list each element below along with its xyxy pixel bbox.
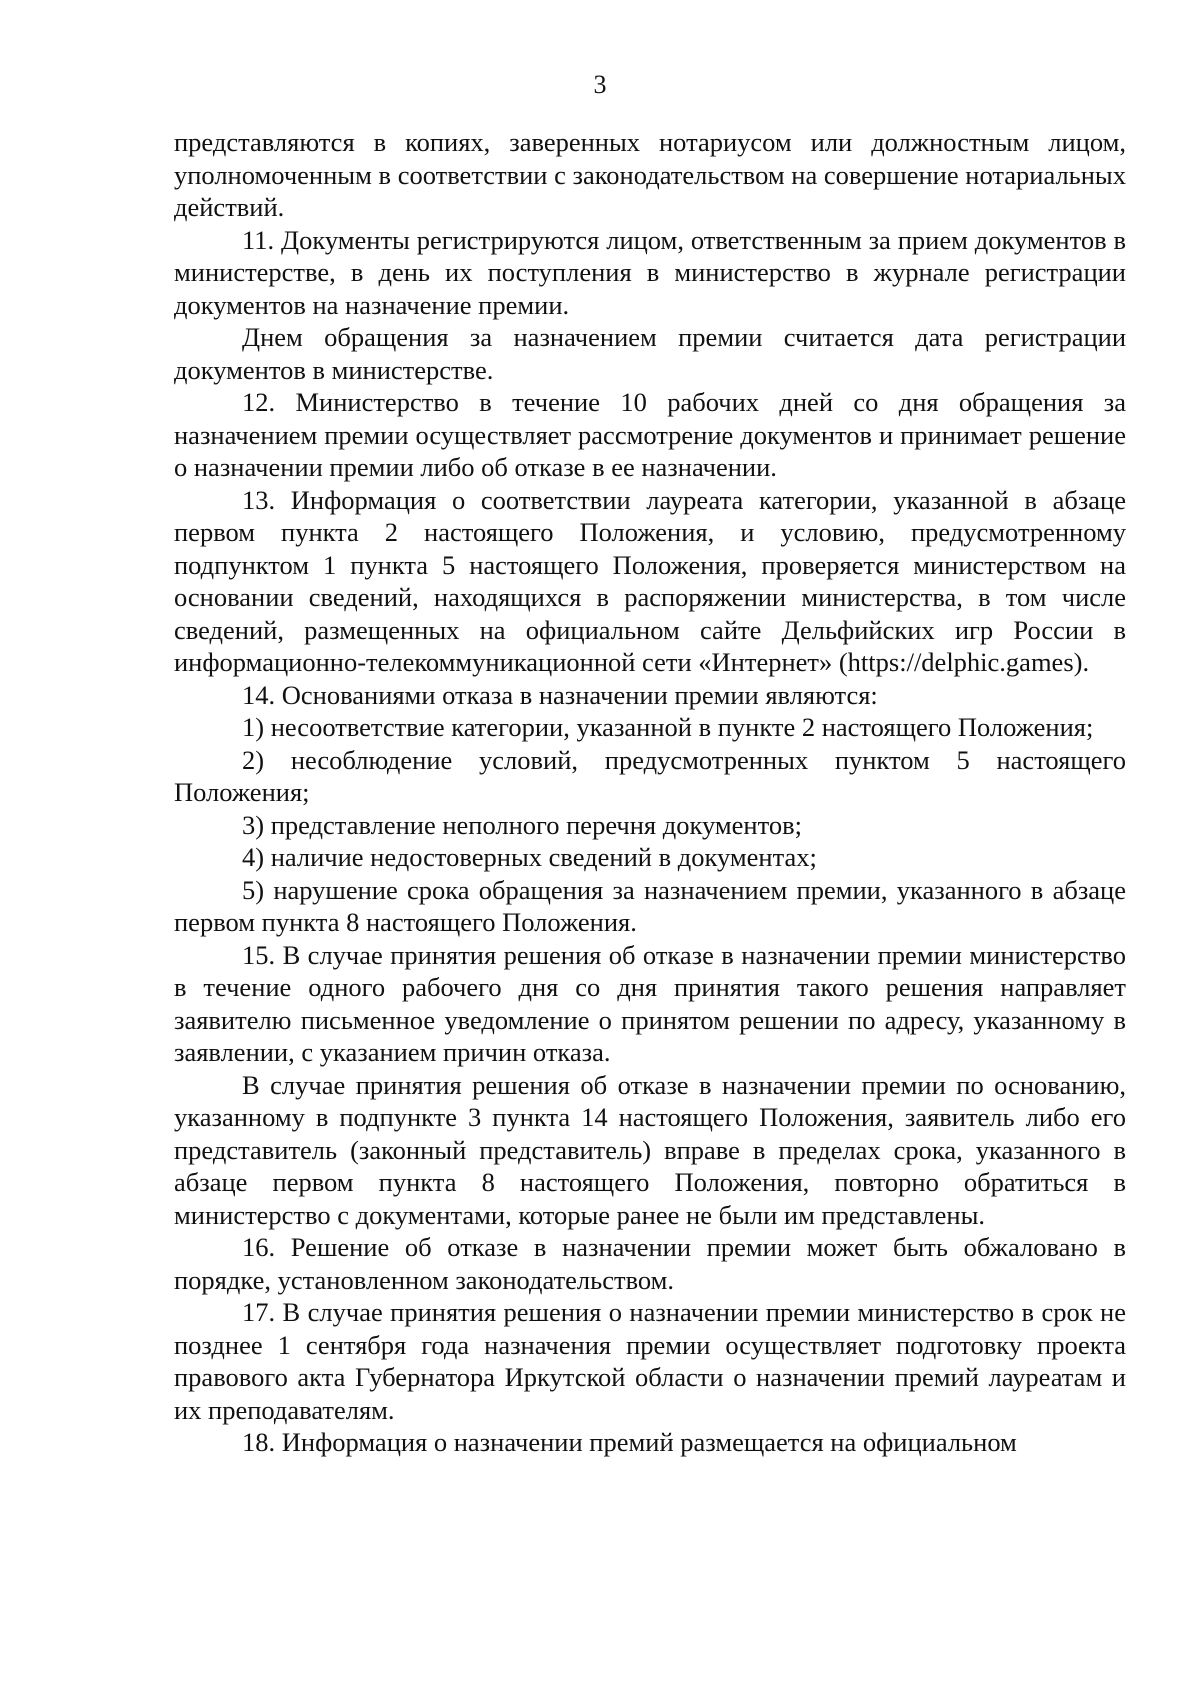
document-body — [174, 126, 1126, 1459]
paragraph-item-13: 13. Информация о соответствии лауреата категории, указанной в абзаце первом пункта 2 настоящего Положения, и условию, предусмотренному подпунктом 1 пункта 5 настоящего Положения, проверяется министерством на основании сведений, находящихся в распоряжении министерства, в том числе сведений, размещенных на официальном сайте Дельфийских игр России в информационно-телекоммуникационной сети «Интернет» (https://delphic.games). — [174, 484, 1126, 677]
paragraph-subitem-4: 4) наличие недостоверных сведений в документах; — [242, 842, 817, 872]
paragraph-item-17: 17. В случае принятия решения о назначении премии министерство в срок не позднее 1 сентября года назначения премии осуществляет подготовку проекта правового акта Губернатора Иркутской области о назначении премий лауреатам и их преподавателям. — [174, 1297, 1126, 1425]
paragraph-item-14: 14. Основаниями отказа в назначении премии являются: — [242, 679, 878, 710]
page-number: 3 — [593, 70, 607, 99]
paragraph-item-18: 18. Информация о назначении премий размещается на официальном — [242, 1427, 1017, 1457]
paragraph-item-16: 16. Решение об отказе в назначении премии может быть обжаловано в порядке, установленном законодательством. — [174, 1232, 1126, 1295]
paragraph-subitem-2: 2) несоблюдение условий, предусмотренных пунктом 5 настоящего Положения; — [174, 744, 1126, 807]
paragraph-continuation: представляются в копиях, заверенных нотариусом или должностным лицом, уполномоченным в соответствии с законодательством на совершение нотариальных действий. — [174, 127, 1126, 222]
paragraph-item-11: 11. Документы регистрируются лицом, ответственным за прием документов в министерстве, в день их поступления в министерство в журнале регистрации документов на назначение премии. — [174, 224, 1126, 320]
paragraph-refusal-resubmission: В случае принятия решения об отказе в назначении премии по основанию, указанному в подпункте 3 пункта 14 настоящего Положения, заявитель либо его представитель (законный представитель) вправе в пределах срока, указанного в абзаце первом пункта 8 настоящего Положения, повторно обратиться в министерство с документами, которые ранее не были им представлены. — [174, 1069, 1126, 1230]
paragraph-application-date: Днем обращения за назначением премии считается дата регистрации документов в министерстве. — [174, 322, 1126, 385]
paragraph-subitem-1: 1) несоответствие категории, указанной в пункте 2 настоящего Положения; — [242, 712, 1094, 742]
paragraph-item-12: 12. Министерство в течение 10 рабочих дней со дня обращения за назначением премии осуществляет рассмотрение документов и принимает решение о назначении премии либо об отказе в ее назначении. — [174, 387, 1126, 482]
paragraph-subitem-3: 3) представление неполного перечня документов; — [242, 809, 802, 840]
paragraph-subitem-5: 5) нарушение срока обращения за назначением премии, указанного в абзаце первом пункта 8 настоящего Положения. — [174, 874, 1126, 937]
paragraph-item-15: 15. В случае принятия решения об отказе в назначении премии министерство в течение одного рабочего дня со дня принятия такого решения направляет заявителю письменное уведомление о принятом решении по адресу, указанному в заявлении, с указанием причин отказа. — [174, 939, 1126, 1067]
